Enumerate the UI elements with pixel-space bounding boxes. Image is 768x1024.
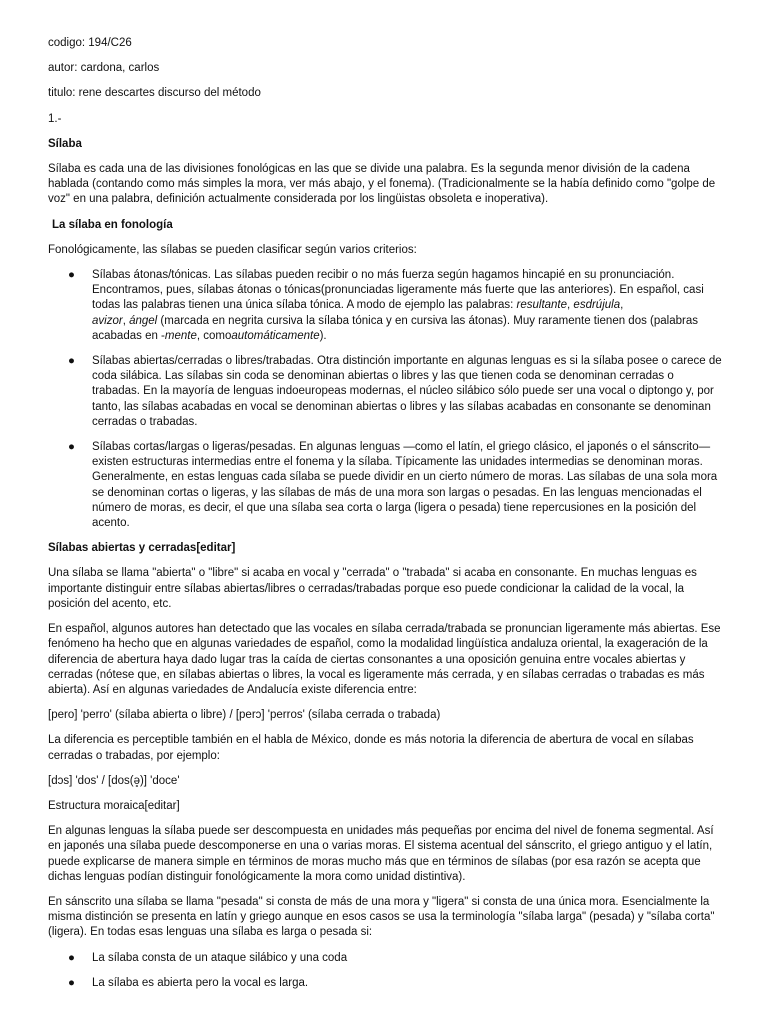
heavy-syllable-list bbox=[48, 951, 724, 991]
codigo-line: codigo: 194/C26 bbox=[48, 37, 132, 49]
intro-paragraph: Sílaba es cada una de las divisiones fonológicas en las que se divide una palabra. Es la segunda menor división de la cadena hablada (contando como más simples la mora, ver más abajo, y el fonema). (Tradicionalmente se la había definido como "golpe de voz" en una palabra, definición actualmente considerada por los lingüistas obsoleta e inoperativa). bbox=[48, 163, 716, 206]
list-item: ● La sílaba consta de un ataque silábico y una coda bbox=[48, 951, 724, 966]
bullet-icon: ● bbox=[68, 269, 75, 282]
abiertas-paragraph-2: En español, algunos autores han detectado que las vocales en sílaba cerrada/trabada se pronuncian ligeramente más abiertas. Ese fenómeno ha hecho que en algunas variedades de español, como la modalidad lingüística andaluza oriental, la exageración de la diferencia de abertura haya dado lugar tras la caída de ciertas consonantes a una oposición genuina entre vocales abiertas y cerradas (nótese que, en sílabas abiertas o libres, la vocal es ligeramente más cerrada, y en sílabas cerradas o trabadas es más abierta). Así en algunas variedades de Andalucía existe diferencia entre: bbox=[48, 623, 721, 696]
moraica-paragraph-2: En sánscrito una sílaba se llama "pesada" si consta de más de una mora y "ligera" si consta de una única mora. Esencialmente la misma distinción se presenta en latín y griego aunque en esos casos se usa la terminología "sílaba larga" (pesada) y "sílaba corta" (ligera). En todas esas lenguas una sílaba es larga o pesada si: bbox=[48, 895, 715, 939]
autor-line: autor: cardona, carlos bbox=[48, 62, 160, 75]
criteria-list bbox=[48, 268, 724, 531]
bullet-icon: ● bbox=[68, 976, 75, 989]
bullet-icon: ● bbox=[68, 441, 75, 454]
fonologia-heading: La sílaba en fonología bbox=[52, 218, 173, 231]
document-body bbox=[48, 36, 724, 1001]
example-perro: [pero] 'perro' (sílaba abierta o libre) / [perɔ] 'perros' (sílaba cerrada o trabada) bbox=[48, 709, 441, 722]
section-title: Sílaba bbox=[48, 137, 82, 150]
list-item: ● Sílabas abiertas/cerradas o libres/trabadas. Otra distinción importante en algunas lenguas es si la sílaba posee o carece de coda silábica. Las sílabas sin coda se denominan abiertas o libres y las que tienen coda se denominan cerradas o trabadas. En la mayoría de lenguas indoeuropeas modernas, el núcleo silábico sólo puede ser una vocal o diptongo y, por tanto, las sílabas acabadas en vocal se denominan abiertas o libres y las sílabas acabadas en consonante se denominan cerradas o trabadas. bbox=[68, 355, 722, 428]
list-item: ● La sílaba es abierta pero la vocal es larga. bbox=[48, 976, 724, 991]
list-item: ● Sílabas cortas/largas o ligeras/pesadas. En algunas lenguas —como el latín, el griego clásico, el japonés o el sánscrito— existen estructuras intermedias entre el fonema y la sílaba. Típicamente las unidades intermedias se denominan moras. Generalmente, en estas lenguas cada sílaba se puede dividir en un cierto número de moras. Las sílabas de una sola mora se denominan cortas o ligeras, y las sílabas de más de una mora son largas o pesadas. En las lenguas mencionadas el número de moras, es decir, el que una sílaba sea corta o larga (ligera o pesada) tiene repercusiones en la posición del acento. bbox=[68, 441, 718, 530]
list-item: ● Sílabas átonas/tónicas. Las sílabas pueden recibir o no más fuerza según hagamos hincapié en su pronunciación. Encontramos, pues, sílabas átonas o tónicas(pronunciadas ligeramente más fuerte que las anteriores). En español, casi todas las palabras tienen una única sílaba tónica. A modo de ejemplo las palabras: resultante, esdrújula, avizor, ángel (marcada en negrita cursiva la sílaba tónica y en cursiva las átonas). Muy raramente tienen dos (palabras acabadas en -mente, comoautomáticamente). bbox=[68, 269, 704, 342]
abiertas-paragraph-1: Una sílaba se llama "abierta" o "libre" si acaba en vocal y "cerrada" o "trabada" si acaba en consonante. En muchas lenguas es importante distinguir entre sílabas abiertas/libres o cerradas/trabadas porque eso puede condicionar la calidad de la vocal, la posición del acento, etc. bbox=[48, 567, 697, 610]
bullet-icon: ● bbox=[68, 951, 75, 964]
example-dos: [dɔs] 'dos' / [dos(ə̥)] 'doce' bbox=[48, 774, 180, 787]
abiertas-paragraph-3: La diferencia es perceptible también en el habla de México, donde es más notoria la diferencia de abertura de vocal en sílabas cerradas o trabadas, por ejemplo: bbox=[48, 734, 694, 762]
section-number: 1.- bbox=[48, 112, 62, 125]
bullet-icon: ● bbox=[68, 355, 75, 368]
abiertas-heading: Sílabas abiertas y cerradas[editar] bbox=[48, 542, 236, 555]
titulo-line: titulo: rene descartes discurso del método bbox=[48, 87, 261, 100]
moraica-heading: Estructura moraica[editar] bbox=[48, 799, 180, 812]
fonologia-intro: Fonológicamente, las sílabas se pueden clasificar según varios criterios: bbox=[48, 243, 417, 256]
moraica-paragraph-1: En algunas lenguas la sílaba puede ser descompuesta en unidades más pequeñas por encima del nivel de fonema segmental. Así en japonés una sílaba puede descomponerse en una o varias moras. El sistema acentual del sánscrito, el griego antiguo y el latín, puede explicarse de manera simple en términos de moras mucho más que en términos de sílabas (por esa razón se acepta que dichas lenguas podían distinguir fonológicamente la mora como unidad distintiva). bbox=[48, 825, 714, 883]
